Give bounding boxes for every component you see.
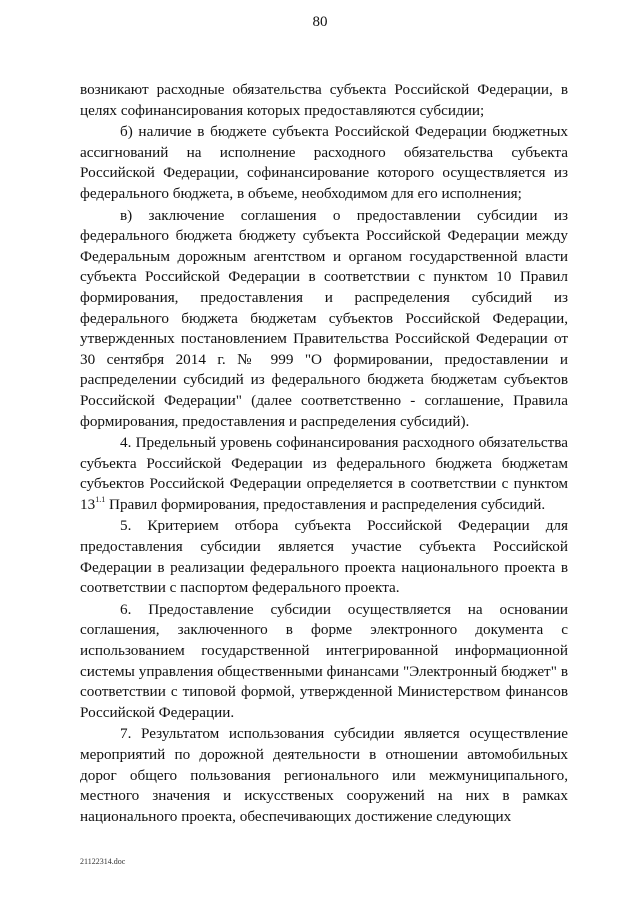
paragraph-item-b: б) наличие в бюджете субъекта Российской Федерации бюджетных ассигнований на исполнение расходного обязательства субъекта Российской Федерации, софинансирование которого осуществляется из федерального бюджета, в объеме, необходимом для его исполнения; bbox=[80, 123, 568, 202]
paragraph-point-4 bbox=[80, 433, 568, 515]
page-number: 80 bbox=[312, 14, 328, 30]
paragraph-point-4-superscript: 1.1 bbox=[95, 494, 106, 504]
document-body bbox=[80, 80, 568, 828]
paragraph-point-4-text-after: Правил формирования, предоставления и распределения субсидий. bbox=[105, 495, 546, 513]
paragraph-item-v: в) заключение соглашения о предоставлении субсидии из федерального бюджета бюджету субъекта Российской Федерации между Федеральным дорожным агентством и органом государственной власти субъекта Российской Федерации в соответствии с пунктом 10 Правил формирования, предоставления и распределения субсидий из федерального бюджета бюджетам субъектов Российской Федерации, утвержденных постановлением Правительства Российской Федерации от 30 сентября 2014 г. № 999 "О формировании, предоставлении и распределении субсидий из федерального бюджета бюджетам субъектов Российской Федерации" (далее соответственно - соглашение, Правила формирования, предоставления и распределения субсидий). bbox=[80, 206, 568, 430]
paragraph-point-5: 5. Критерием отбора субъекта Российской Федерации для предоставления субсидии является участие субъекта Российской Федерации в реализации федерального проекта национального проекта в соответствии с паспортом федерального проекта. bbox=[80, 517, 568, 597]
paragraph-point-7: 7. Результатом использования субсидии является осуществление мероприятий по дорожной деятельности в отношении автомобильных дорог общего пользования регионального или межмуниципального, местного значения и искусственых сооружений на них в рамках национального проекта, обеспечивающих достижение следующих bbox=[80, 725, 568, 825]
paragraph-point-4-text-before: 4. Предельный уровень софинансирования расходного обязательства субъекта Российской Федерации из федерального бюджета бюджетам субъектов Российской Федерации определяется в соответствии с пунктом 13 bbox=[80, 434, 568, 513]
footer-document-code: 21122314.doc bbox=[80, 857, 126, 866]
paragraph-continuation: возникают расходные обязательства субъекта Российской Федерации, в целях софинансирования которых предоставляются субсидии; bbox=[80, 81, 568, 119]
paragraph-point-6: 6. Предоставление субсидии осуществляется на основании соглашения, заключенного в форме электронного документа с использованием государственной интегрированной информационной системы управления общественными финансами "Электронный бюджет" в соответствии с типовой формой, утвержденной Министерством финансов Российской Федерации. bbox=[80, 600, 568, 721]
